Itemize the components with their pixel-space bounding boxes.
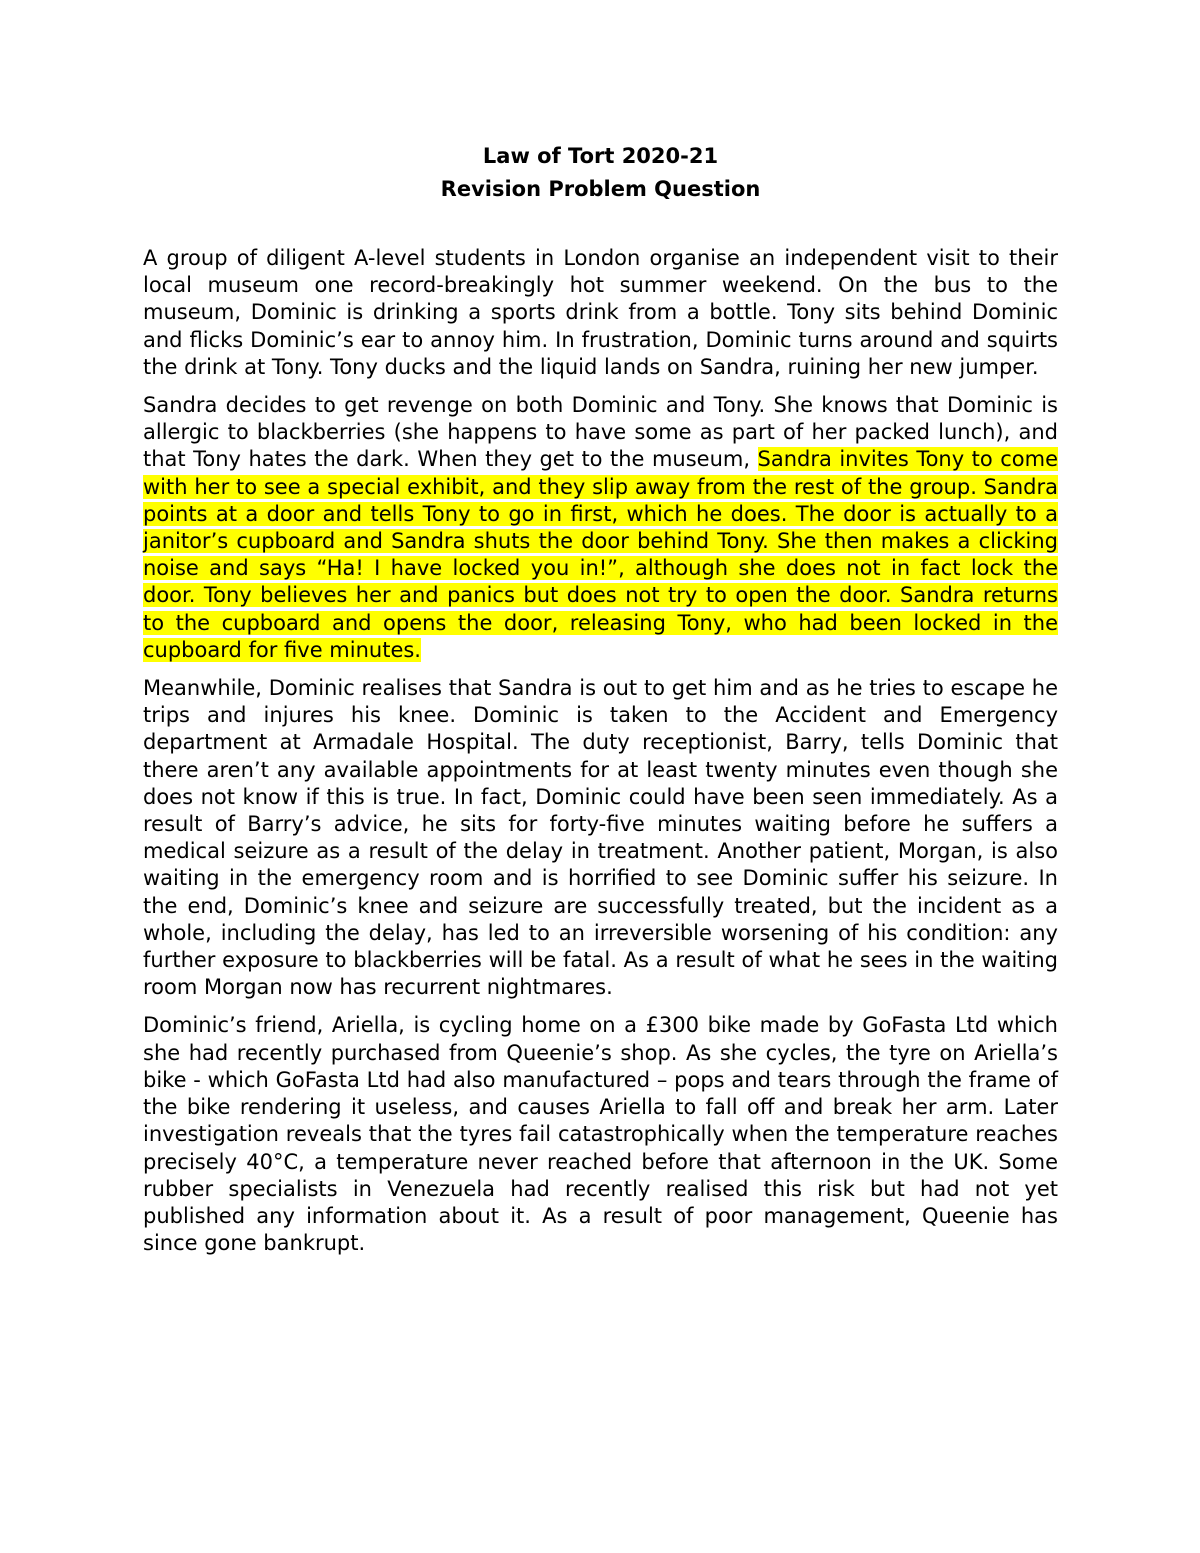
- paragraph-sandra-revenge: [143, 392, 1058, 664]
- document-title: Law of Tort 2020-21: [482, 144, 719, 168]
- paragraph-bus-incident: A group of diligent A-level students in London organise an independent visit to their local museum one record-breakingly hot summer weekend. On the bus to the museum, Dominic is drinking a sports drink from a bottle. Tony sits behind Dominic and flicks Dominic’s ear to annoy him. In frustration, Dominic turns around and squirts the drink at Tony. Tony ducks and the liquid lands on Sandra, ruining her new jumper.: [143, 246, 1058, 379]
- highlighted-text: Sandra invites Tony to come with her to see a special exhibit, and they slip away from the rest of the group. Sandra points at a door and tells Tony to go in first, which he does. The door is actually to a janitor’s cupboard and Sandra shuts the door behind Tony. She then makes a clicking noise and says “Ha! I have locked you in!”, although she does not in fact lock the door. Tony believes her and panics but does not try to open the door. Sandra returns to the cupboard and opens the door, releasing Tony, who had been locked in the cupboard for five minutes.: [143, 447, 1058, 662]
- paragraph-bike-accident: Dominic’s friend, Ariella, is cycling home on a £300 bike made by GoFasta Ltd which she had recently purchased from Queenie’s shop. As she cycles, the tyre on Ariella’s bike - which GoFasta Ltd had also manufactured – pops and tears through the frame of the bike rendering it useless, and causes Ariella to fall off and break her arm. Later investigation reveals that the tyres fail catastrophically when the temperature reaches precisely 40°C, a temperature never reached before that afternoon in the UK. Some rubber specialists in Venezuela had recently realised this risk but had not yet published any information about it. As a result of poor management, Queenie has since gone bankrupt.: [143, 1013, 1058, 1256]
- paragraph-hospital: Meanwhile, Dominic realises that Sandra is out to get him and as he tries to escape he trips and injures his knee. Dominic is taken to the Accident and Emergency department at Armadale Hospital. The duty receptionist, Barry, tells Dominic that there aren’t any available appointments for at least twenty minutes even though she does not know if this is true. In fact, Dominic could have been seen immediately. As a result of Barry’s advice, he sits for forty-five minutes waiting before he suffers a medical seizure as a result of the delay in treatment. Another patient, Morgan, is also waiting in the emergency room and is horrified to see Dominic suffer his seizure. In the end, Dominic’s knee and seizure are successfully treated, but the incident as a whole, including the delay, has led to an irreversible worsening of his condition: any further exposure to blackberries will be fatal. As a result of what he sees in the waiting room Morgan now has recurrent nightmares.: [143, 676, 1058, 1000]
- document-subtitle: Revision Problem Question: [440, 177, 761, 201]
- document-page: [143, 142, 1058, 1268]
- paragraph-text: Sandra decides to get revenge on both Dominic and Tony. She knows that Dominic is allergic to blackberries (she happens to have some as part of her packed lunch), and that Tony hates the dark. When they get to the museum,: [143, 393, 1058, 472]
- document-body: [143, 245, 1058, 1257]
